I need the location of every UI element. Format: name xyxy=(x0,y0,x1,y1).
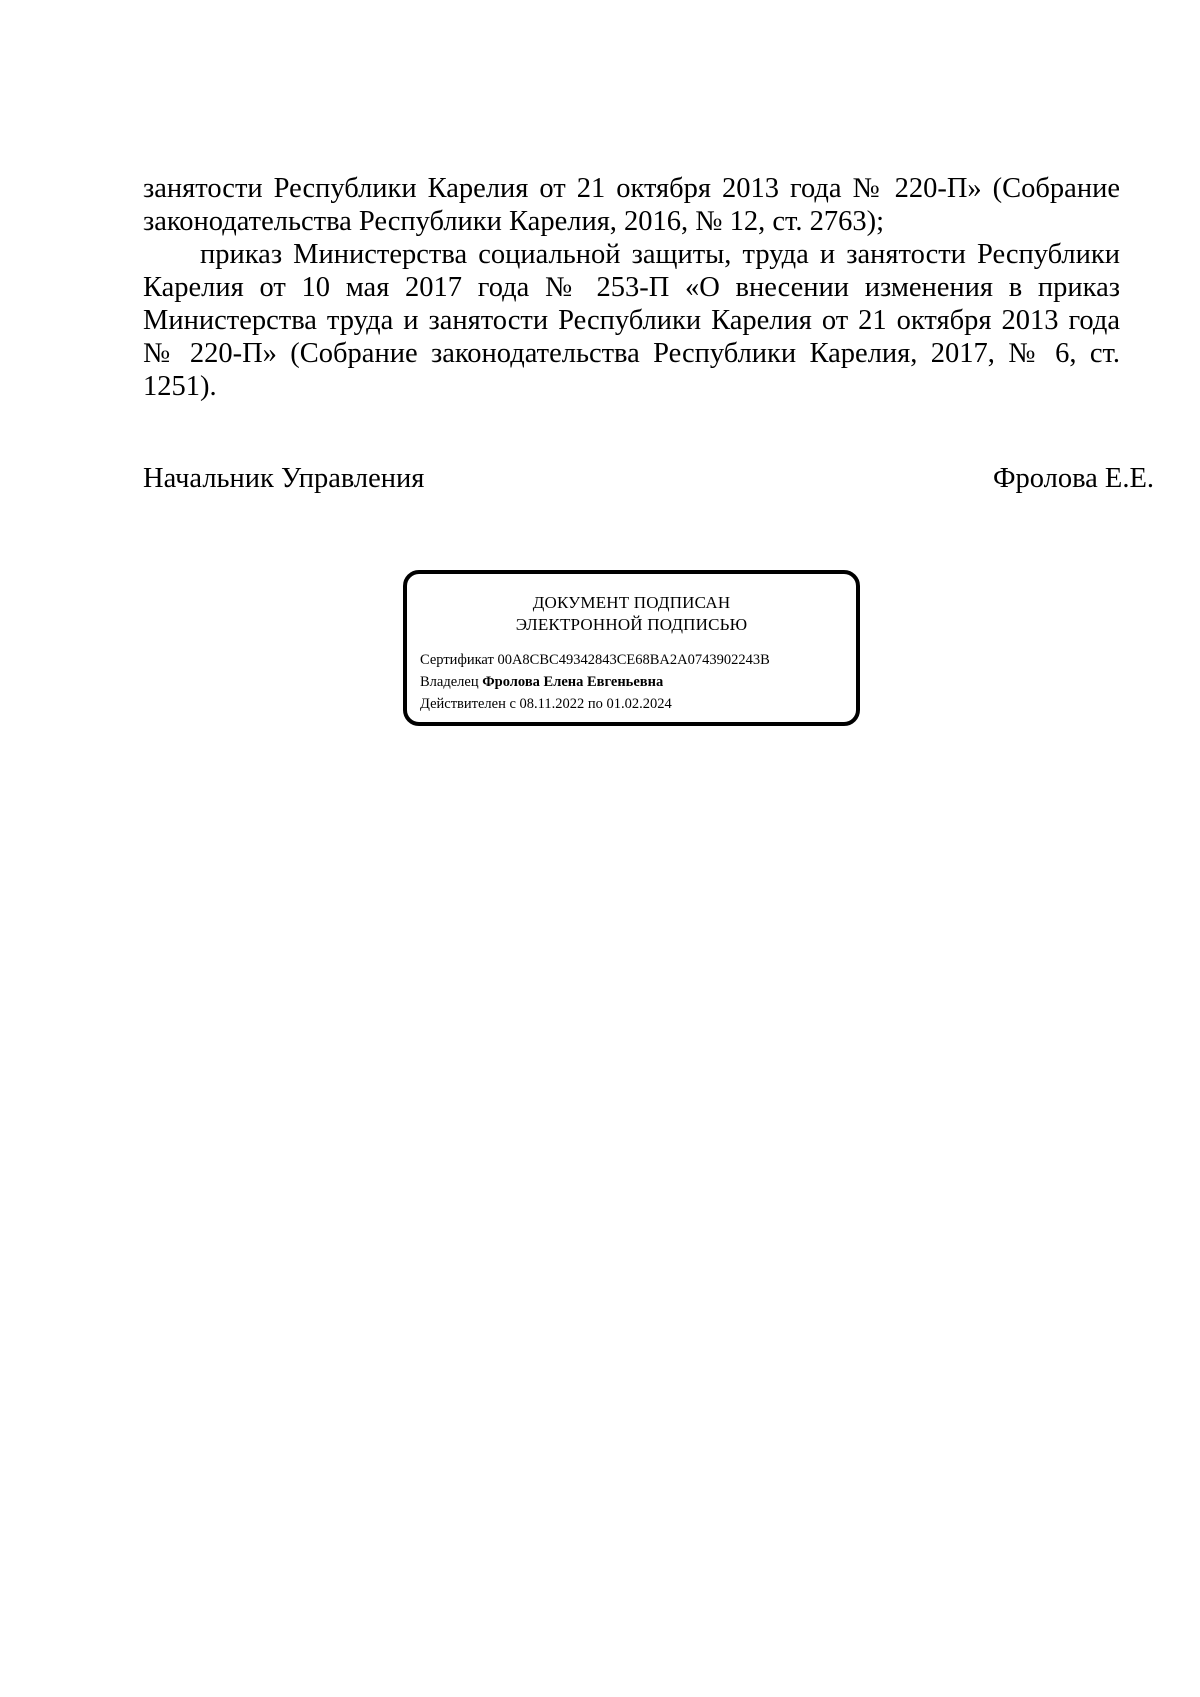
owner-value: Фролова Елена Евгеньевна xyxy=(482,674,664,690)
valid-to-date: 01.02.2024 xyxy=(606,696,672,712)
electronic-signature-stamp xyxy=(403,570,860,726)
stamp-heading-line-1: ДОКУМЕНТ ПОДПИСАН xyxy=(532,593,731,612)
signatory-title: Начальник Управления xyxy=(143,463,425,494)
valid-from-label: с xyxy=(509,696,516,712)
stamp-validity xyxy=(420,695,672,713)
stamp-heading xyxy=(407,592,856,636)
certificate-value: 00A8CBC49342843CE68BA2A0743902243B xyxy=(497,652,770,668)
paragraph-order-reference: приказ Министерства социальной защиты, труда и занятости Республики Карелия от 10 мая 2017 года № 253-П «О внесении изменения в приказ Министерства труда и занятости Республики Карелия от 21 октября 2013 года № 220-П» (Собрание законодательства Республики Карелия, 2017, № 6, ст. 1251). xyxy=(143,239,1120,402)
stamp-certificate xyxy=(420,651,770,669)
stamp-heading-line-2: ЭЛЕКТРОННОЙ ПОДПИСЬЮ xyxy=(515,615,748,634)
valid-from-date: 08.11.2022 xyxy=(519,696,585,712)
owner-label: Владелец xyxy=(420,674,479,690)
certificate-label: Сертификат xyxy=(420,652,494,668)
signatory-name: Фролова Е.Е. xyxy=(992,463,1154,494)
paragraph-continuation: занятости Республики Карелия от 21 октября 2013 года № 220-П» (Собрание законодательства Республики Карелия, 2016, № 12, ст. 2763); xyxy=(143,173,1120,237)
valid-label: Действителен xyxy=(420,696,506,712)
valid-to-label: по xyxy=(587,696,603,712)
stamp-owner xyxy=(420,673,663,691)
document-body xyxy=(143,172,1120,403)
